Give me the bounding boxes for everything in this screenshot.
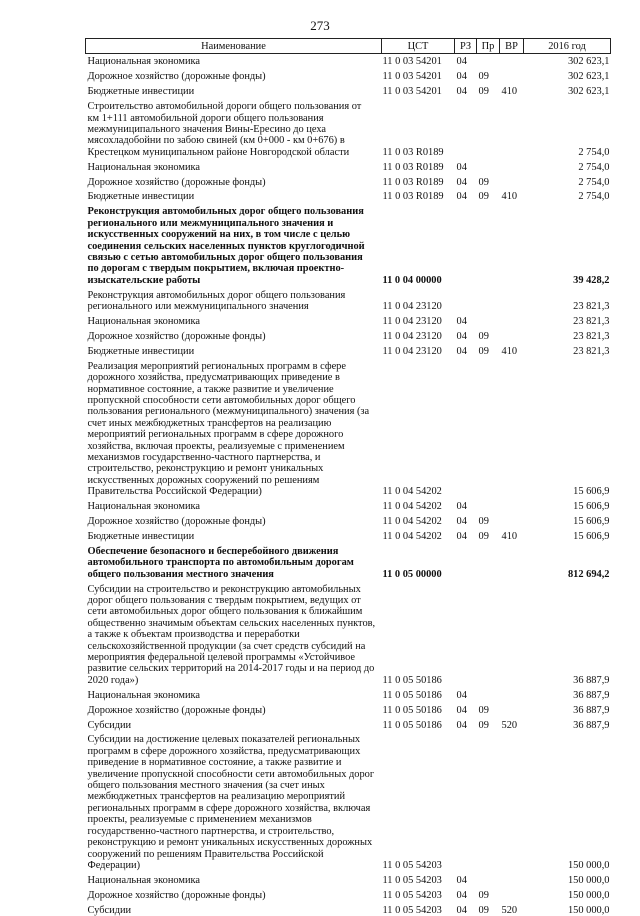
table-row bbox=[86, 686, 611, 701]
row-amount: 812 694,2 bbox=[567, 568, 610, 580]
row-amount: 150 000,0 bbox=[567, 904, 610, 916]
row-vr: 410 bbox=[501, 530, 518, 542]
row-name: Строительство автомобильной дороги общего пользования от км 1+111 автомобильной дороги общего пользования межмуниципального значения Вины-Ересино до цеха мясохладобойни по забою свиней (км 0+000 - км 0+676) в Крестецком муниципальном районе Новгородской области bbox=[87, 101, 362, 158]
row-amount: 15 606,9 bbox=[573, 486, 610, 498]
row-vr bbox=[500, 871, 524, 886]
row-name: Национальная экономика bbox=[87, 316, 201, 328]
row-pr bbox=[477, 580, 500, 686]
row-pr: 09 bbox=[478, 719, 489, 731]
row-name: Дорожное хозяйство (дорожные фонды) bbox=[87, 176, 266, 188]
row-pr: 09 bbox=[478, 345, 489, 357]
row-rz: 04 bbox=[456, 704, 467, 716]
row-rz bbox=[455, 542, 477, 580]
row-cst: 11 0 05 54203 bbox=[382, 889, 442, 901]
table-row bbox=[86, 731, 611, 871]
row-name: Дорожное хозяйство (дорожные фонды) bbox=[87, 516, 266, 528]
header-rz: РЗ bbox=[455, 39, 477, 54]
row-rz: 04 bbox=[456, 86, 467, 98]
row-amount: 2 754,0 bbox=[578, 191, 610, 203]
row-cst: 11 0 03 R0189 bbox=[382, 161, 444, 173]
table-row bbox=[86, 173, 611, 188]
row-amount: 23 821,3 bbox=[573, 330, 610, 342]
table-row bbox=[86, 54, 611, 68]
row-cst: 11 0 04 54202 bbox=[382, 516, 442, 528]
row-amount: 36 887,9 bbox=[573, 674, 610, 686]
row-cst: 11 0 03 54201 bbox=[382, 56, 442, 68]
row-vr: 410 bbox=[501, 191, 518, 203]
budget-table bbox=[85, 38, 611, 916]
row-rz bbox=[455, 203, 477, 286]
table-row bbox=[86, 871, 611, 886]
row-amount: 150 000,0 bbox=[567, 874, 610, 886]
row-cst: 11 0 03 54201 bbox=[382, 86, 442, 98]
table-body bbox=[86, 54, 611, 916]
row-vr: 520 bbox=[501, 719, 518, 731]
row-name: Субсидии на достижение целевых показателей региональных программ в сфере дорожного хозяйства, предусматривающих приведение в нормативное состояние, а также развитие и увеличение пропускной способности сети автомобильных дорог общего пользования местного значения (за счет иных межбюджетных трансфертов на реализацию мероприятий региональных программ в сфере дорожного хозяйства, включая проекты, реализуемые с применением механизмов государственно-частного партнерства, и строительство, реконструкцию и ремонт уникальных искусственных дорожных сооружений по решениям Правительства Российской Федерации) bbox=[87, 734, 375, 871]
table-row bbox=[86, 342, 611, 357]
row-pr bbox=[477, 542, 500, 580]
row-pr bbox=[477, 871, 500, 886]
row-pr: 09 bbox=[478, 71, 489, 83]
row-cst: 11 0 04 54202 bbox=[382, 486, 442, 498]
row-vr bbox=[500, 173, 524, 188]
row-vr: 410 bbox=[501, 86, 518, 98]
row-vr bbox=[500, 54, 524, 68]
row-rz: 04 bbox=[456, 689, 467, 701]
row-name: Национальная экономика bbox=[87, 501, 201, 513]
row-cst: 11 0 03 R0189 bbox=[382, 146, 444, 158]
row-amount: 23 821,3 bbox=[573, 345, 610, 357]
row-amount: 2 754,0 bbox=[578, 176, 610, 188]
row-pr: 09 bbox=[478, 176, 489, 188]
row-name: Национальная экономика bbox=[87, 56, 201, 68]
table-row bbox=[86, 716, 611, 731]
table-row bbox=[86, 580, 611, 686]
row-amount: 150 000,0 bbox=[567, 889, 610, 901]
row-cst: 11 0 04 23120 bbox=[382, 345, 442, 357]
row-pr bbox=[477, 286, 500, 312]
page-number: 273 bbox=[310, 18, 330, 33]
row-pr: 09 bbox=[478, 516, 489, 528]
row-name: Субсидии bbox=[87, 719, 132, 731]
row-rz: 04 bbox=[456, 516, 467, 528]
row-cst: 11 0 04 54202 bbox=[382, 501, 442, 513]
row-name: Дорожное хозяйство (дорожные фонды) bbox=[87, 71, 266, 83]
row-vr bbox=[500, 513, 524, 528]
row-pr: 09 bbox=[478, 191, 489, 203]
table-row bbox=[86, 357, 611, 497]
table-row bbox=[86, 513, 611, 528]
row-name: Дорожное хозяйство (дорожные фонды) bbox=[87, 889, 266, 901]
row-rz: 04 bbox=[456, 330, 467, 342]
row-amount: 2 754,0 bbox=[578, 161, 610, 173]
row-rz: 04 bbox=[456, 56, 467, 68]
header-name: Наименование bbox=[86, 39, 382, 54]
row-name: Реконструкция автомобильных дорог общего пользования регионального или межмуниципального значения и искусственных сооружений на них, в том числе с целью соединения сельских населенных пунктов круглогодичной связью с сетью автомобильных дорог общего пользования по дорогам с твердым покрытием, включая проектно-изыскательские работы bbox=[87, 206, 365, 286]
table-row bbox=[86, 158, 611, 173]
row-rz: 04 bbox=[456, 176, 467, 188]
row-amount: 15 606,9 bbox=[573, 501, 610, 513]
row-amount: 15 606,9 bbox=[573, 516, 610, 528]
row-vr: 410 bbox=[501, 345, 518, 357]
row-cst: 11 0 05 00000 bbox=[382, 568, 442, 580]
row-amount: 150 000,0 bbox=[567, 859, 610, 871]
row-vr bbox=[500, 580, 524, 686]
header-cst: ЦСТ bbox=[382, 39, 455, 54]
row-vr bbox=[500, 98, 524, 159]
row-amount: 23 821,3 bbox=[573, 316, 610, 328]
row-amount: 36 887,9 bbox=[573, 704, 610, 716]
table-row bbox=[86, 286, 611, 312]
row-rz bbox=[455, 580, 477, 686]
row-pr bbox=[477, 313, 500, 328]
row-vr bbox=[500, 313, 524, 328]
row-cst: 11 0 05 50186 bbox=[382, 704, 442, 716]
header-year: 2016 год bbox=[524, 39, 611, 54]
table-row bbox=[86, 527, 611, 542]
row-pr: 09 bbox=[478, 86, 489, 98]
row-name: Дорожное хозяйство (дорожные фонды) bbox=[87, 330, 266, 342]
table-row bbox=[86, 886, 611, 901]
row-vr bbox=[500, 731, 524, 871]
table-row bbox=[86, 327, 611, 342]
row-vr bbox=[500, 327, 524, 342]
row-name: Реконструкция автомобильных дорог общего пользования регионального или межмуниципального значения bbox=[87, 289, 346, 313]
row-rz: 04 bbox=[456, 345, 467, 357]
row-amount: 15 606,9 bbox=[573, 530, 610, 542]
table-row bbox=[86, 313, 611, 328]
row-amount: 302 623,1 bbox=[567, 71, 610, 83]
row-name: Бюджетные инвестиции bbox=[87, 345, 195, 357]
row-name: Национальная экономика bbox=[87, 161, 201, 173]
row-amount: 23 821,3 bbox=[573, 301, 610, 313]
row-name: Национальная экономика bbox=[87, 689, 201, 701]
row-pr bbox=[477, 498, 500, 513]
row-vr bbox=[500, 542, 524, 580]
row-pr: 09 bbox=[478, 904, 489, 916]
row-name: Национальная экономика bbox=[87, 874, 201, 886]
row-cst: 11 0 05 54203 bbox=[382, 904, 442, 916]
row-pr bbox=[477, 158, 500, 173]
row-cst: 11 0 04 54202 bbox=[382, 530, 442, 542]
row-name: Дорожное хозяйство (дорожные фонды) bbox=[87, 704, 266, 716]
row-vr bbox=[500, 498, 524, 513]
row-cst: 11 0 04 23120 bbox=[382, 316, 442, 328]
row-cst: 11 0 04 23120 bbox=[382, 301, 442, 313]
row-amount: 2 754,0 bbox=[578, 146, 610, 158]
row-pr: 09 bbox=[478, 330, 489, 342]
row-amount: 36 887,9 bbox=[573, 689, 610, 701]
row-cst: 11 0 05 50186 bbox=[382, 674, 442, 686]
row-vr bbox=[500, 686, 524, 701]
row-amount: 39 428,2 bbox=[573, 274, 610, 286]
row-rz bbox=[455, 731, 477, 871]
row-vr bbox=[500, 68, 524, 83]
row-rz: 04 bbox=[456, 874, 467, 886]
row-rz: 04 bbox=[456, 191, 467, 203]
table-row bbox=[86, 68, 611, 83]
header-pr: Пр bbox=[477, 39, 500, 54]
row-rz: 04 bbox=[456, 904, 467, 916]
row-rz: 04 bbox=[456, 316, 467, 328]
row-cst: 11 0 05 54203 bbox=[382, 874, 442, 886]
row-name: Бюджетные инвестиции bbox=[87, 86, 195, 98]
row-name: Субсидии на строительство и реконструкцию автомобильных дорог общего пользования с твердым покрытием, ведущих от сети автомобильных дорог общего пользования к ближайшим общественно значимым объектам сельских населенных пунктов, а также к объектам производства и переработки сельскохозяйственной продукции (за счет средств субсидий на мероприятия федеральной целевой программы «Устойчивое развитие сельских территорий на 2014-2017 годы и на период до 2020 года») bbox=[87, 583, 376, 686]
row-cst: 11 0 04 23120 bbox=[382, 330, 442, 342]
row-vr bbox=[500, 286, 524, 312]
row-name: Обеспечение безопасного и бесперебойного движения автомобильного транспорта по автомобильным дорогам общего пользования местного значения bbox=[87, 545, 354, 580]
table-row bbox=[86, 83, 611, 98]
row-pr: 09 bbox=[478, 704, 489, 716]
row-cst: 11 0 05 50186 bbox=[382, 689, 442, 701]
table-header bbox=[86, 39, 611, 54]
row-amount: 36 887,9 bbox=[573, 719, 610, 731]
table-row bbox=[86, 498, 611, 513]
row-cst: 11 0 04 00000 bbox=[382, 274, 442, 286]
row-name: Бюджетные инвестиции bbox=[87, 191, 195, 203]
row-rz: 04 bbox=[456, 501, 467, 513]
table-row bbox=[86, 701, 611, 716]
row-cst: 11 0 05 54203 bbox=[382, 859, 442, 871]
row-rz: 04 bbox=[456, 71, 467, 83]
table-row bbox=[86, 901, 611, 916]
row-name: Субсидии bbox=[87, 904, 132, 916]
table-row bbox=[86, 542, 611, 580]
row-cst: 11 0 03 54201 bbox=[382, 71, 442, 83]
row-vr: 520 bbox=[501, 904, 518, 916]
row-name: Бюджетные инвестиции bbox=[87, 530, 195, 542]
row-vr bbox=[500, 158, 524, 173]
header-vr: ВР bbox=[500, 39, 524, 54]
row-pr: 09 bbox=[478, 530, 489, 542]
row-rz bbox=[455, 357, 477, 497]
row-pr bbox=[477, 54, 500, 68]
row-rz: 04 bbox=[456, 719, 467, 731]
table-row bbox=[86, 188, 611, 203]
row-name: Реализация мероприятий региональных программ в сфере дорожного хозяйства, предусматривающих приведение в нормативное состояние, а также развитие и увеличение пропускной способности сети автомобильных дорог общего пользования регионального (межмуниципального) значения (за счет иных межбюджетных трансфертов на реализацию мероприятий региональных программ в сфере дорожного хозяйства, включая проекты, реализуемые с применением механизмов государственно-частного партнерства, и строительство, реконструкцию и ремонт уникальных искусственных дорожных сооружений по решениям Правительства Российской Федерации) bbox=[87, 360, 370, 498]
row-rz: 04 bbox=[456, 161, 467, 173]
row-pr bbox=[477, 357, 500, 497]
row-vr bbox=[500, 357, 524, 497]
row-cst: 11 0 05 50186 bbox=[382, 719, 442, 731]
row-vr bbox=[500, 886, 524, 901]
row-pr bbox=[477, 731, 500, 871]
row-amount: 302 623,1 bbox=[567, 56, 610, 68]
row-cst: 11 0 03 R0189 bbox=[382, 191, 444, 203]
row-pr bbox=[477, 203, 500, 286]
row-pr bbox=[477, 98, 500, 159]
row-pr bbox=[477, 686, 500, 701]
row-rz bbox=[455, 286, 477, 312]
row-cst: 11 0 03 R0189 bbox=[382, 176, 444, 188]
row-vr bbox=[500, 203, 524, 286]
table-row bbox=[86, 203, 611, 286]
row-amount: 302 623,1 bbox=[567, 86, 610, 98]
row-pr: 09 bbox=[478, 889, 489, 901]
row-rz: 04 bbox=[456, 530, 467, 542]
row-rz bbox=[455, 98, 477, 159]
row-rz: 04 bbox=[456, 889, 467, 901]
table-row bbox=[86, 98, 611, 159]
row-vr bbox=[500, 701, 524, 716]
